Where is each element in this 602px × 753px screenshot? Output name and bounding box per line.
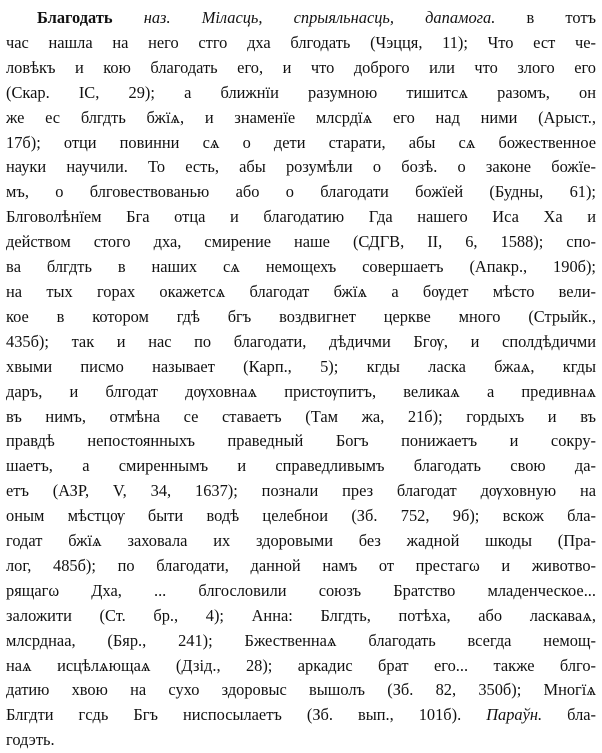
entry-line-penultimate [6,703,596,728]
entry-line: действом стого дха, смирение наше (СДГВ, II, 6, 1588); спо- [6,232,596,252]
entry-line: науки научили. То есть, абы розумѣли о бозѣ. о законе божїе- [6,157,596,177]
entry-line: на тых горах окажетсѧ благодат бжїѧ а бѹдет мѣсто вели- [6,281,596,301]
entry-text: Блгдти гсдь Бгъ ниспосылаетъ (Зб. вып., 101б). [6,705,487,725]
entry-line: мъ, о блговествованью або о благодати божїей (Будны, 61); [6,182,596,202]
entry-line: наѧ исцѣлѧющаѧ (Дзід., 28); аркадис брат его... также блго- [6,655,596,675]
entry-line: въ нимъ, отмѣна се ставаетъ (Там жа, 21б); гордыхъ и въ [6,406,596,426]
entry-line: час нашла на него стго дха блгодать (Чэцця, 11); Что ест че- [6,32,596,52]
entry-line-last: годэть. [6,730,55,750]
entry-line: рящагω Дха, ... блгословили союзъ Братство младенческое... [6,580,596,600]
entry-line: даръ, и блгодат дѹховнаѧ пристѹпитъ, великаѧ а предивнаѧ [6,381,596,401]
entry-line: оным мѣстцѹ быти водѣ целебнои (Зб. 752, 9б); вскож бла- [6,506,596,526]
definition-label: наз. [143,8,171,27]
entry-line: ловѣкъ и кою благодать его, и что доброго или что злого его [6,57,596,77]
entry-line: хвыми писмо называет (Карп., 5); кгды ласка бжаѧ, кгды [6,356,596,376]
cross-reference-text: бла- [542,705,596,725]
entry-line: 435б); так и нас по благодати, дѣдичми Бгѹ, и сполдѣдичми [6,331,596,351]
dictionary-entry [6,6,596,753]
entry-line: (Скар. ІС, 29); а ближнїи разумною тишитсѧ разомъ, он [6,82,596,102]
entry-line: етъ (АЗР, V, 34, 1637); познали през благодат дѹховную на [6,481,596,501]
entry-line: шаетъ, а смиреннымъ и справедливымъ благодать свою да- [6,456,596,476]
entry-line: заложити (Ст. бр., 4); Анна: Блгдть, потѣха, або ласкаваѧ, [6,605,596,625]
entry-line: же ес блгдть бжїѧ, и знаменїе млсрдїѧ его над ними (Арыст., [6,107,596,127]
entry-line: датию хвою на сухо здоровыс вышолъ (Зб. 82, 350б); Многїѧ [6,680,596,700]
entry-text: в тотъ [495,8,596,27]
entry-line: вa блгдть в наших сѧ немощехъ совершаетъ (Апакр., 190б); [6,257,596,277]
headword: Благодать [37,8,113,27]
definition-text: Міласць, спрыяльнасць, дапамога. [201,8,496,27]
cross-reference-label: Параўн. [486,705,543,725]
entry-line: 17б); отци повинни сѧ о дети старати, абы сѧ божественное [6,132,596,152]
entry-line: годат бжїѧ заховала их здоровыми без жадной шкоды (Пра- [6,531,596,551]
entry-line: кое в котором гдѣ бгъ воздвигнет церкве много (Стрыйк., [6,306,596,326]
entry-line-1 [6,6,596,31]
entry-line: млсрднаа, (Бяр., 241); Бжественнаѧ благодать всегда немощ- [6,630,596,650]
entry-line: правдѣ непостоянныхъ праведный Богъ понижаетъ и сокру- [6,431,596,451]
entry-line: Блговолѣнїем Бга отца и благодатию Гда нашего Иса Ха и [6,207,596,227]
entry-line: лог, 485б); по благодати, данной намъ от престагω и животво- [6,555,596,575]
